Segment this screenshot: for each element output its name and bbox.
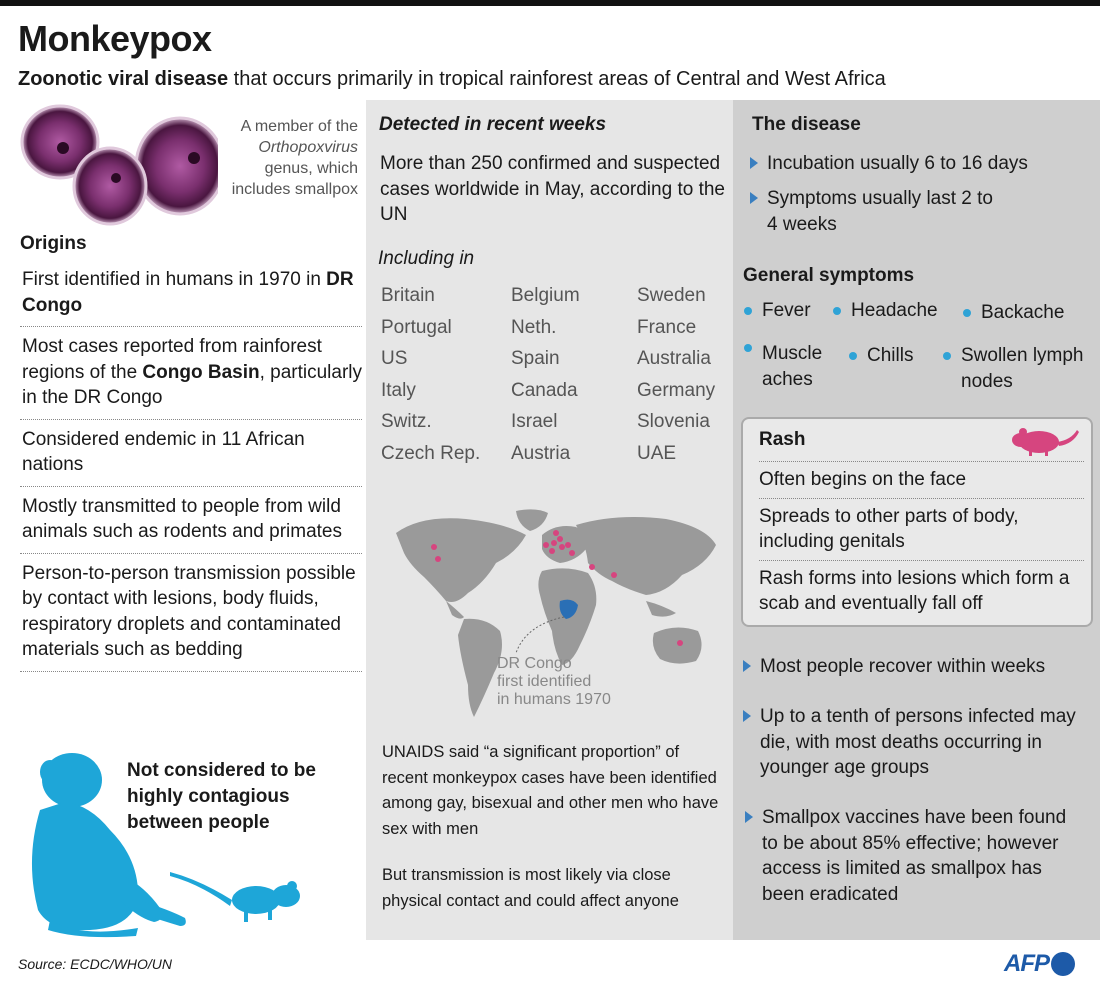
origin-bold: Congo Basin bbox=[142, 361, 260, 383]
origins-column bbox=[0, 100, 366, 940]
dot-bullet-icon bbox=[744, 307, 752, 315]
drc-label-line: DR Congo bbox=[497, 655, 572, 672]
member-line-3: genus, which bbox=[264, 160, 358, 177]
page-title: Monkeypox bbox=[18, 18, 212, 59]
rash-item: Spreads to other parts of body, including genitals bbox=[759, 498, 1084, 560]
afp-logo-text: AFP bbox=[1004, 950, 1049, 977]
origin-bold: DR Congo bbox=[22, 269, 354, 316]
dot-bullet-icon bbox=[744, 344, 752, 352]
disease-column bbox=[733, 100, 1100, 940]
origins-heading: Origins bbox=[20, 233, 87, 254]
disease-item-text: Symptoms usually last 2 to 4 weeks bbox=[767, 188, 993, 235]
cases-column bbox=[366, 100, 733, 940]
subtitle-rest: that occurs primarily in tropical rainforest areas of Central and West Africa bbox=[228, 68, 886, 90]
country-name: Switz. bbox=[381, 411, 432, 432]
triangle-bullet-icon bbox=[743, 660, 751, 672]
origin-text: Mostly transmitted to people from wild animals such as rodents and primates bbox=[22, 495, 342, 542]
origin-text: Person-to-person transmission possible by contact with lesions, body fluids, respiratory droplets and contaminated materials such as bedding bbox=[22, 562, 356, 660]
greenland-shape bbox=[516, 509, 548, 531]
source-credit: Source: ECDC/WHO/UN bbox=[18, 956, 173, 972]
outcome-text: Smallpox vaccines have been found to be about 85% effective; however access is limited as smallpox has been eradicated bbox=[762, 807, 1067, 905]
central-america-shape bbox=[446, 601, 464, 619]
countries-grid bbox=[381, 283, 721, 466]
country-name: Spain bbox=[511, 348, 560, 369]
rash-item: Often begins on the face bbox=[759, 461, 1084, 498]
member-line-1: A member of the bbox=[240, 118, 358, 135]
genus-name: Orthopoxvirus bbox=[258, 139, 358, 156]
detected-text: More than 250 confirmed and suspected cases worldwide in May, according to the UN bbox=[380, 153, 725, 225]
rash-item: Rash forms into lesions which form a scab and eventually fall off bbox=[759, 560, 1084, 617]
triangle-bullet-icon bbox=[750, 157, 758, 169]
symptom-item bbox=[762, 341, 842, 392]
drc-label-line: in humans 1970 bbox=[497, 691, 611, 708]
virus-illustration bbox=[18, 100, 218, 230]
south-america-shape bbox=[458, 619, 502, 717]
dot-bullet-icon bbox=[963, 309, 971, 317]
origins-list bbox=[20, 260, 362, 672]
origin-item bbox=[20, 260, 362, 327]
triangle-bullet-icon bbox=[750, 192, 758, 204]
subtitle-bold: Zoonotic viral disease bbox=[18, 68, 229, 90]
origin-text: Most cases reported from rainforest regions of the bbox=[22, 336, 322, 383]
origin-text: Considered endemic in 11 African nations bbox=[22, 428, 305, 475]
rash-box bbox=[741, 417, 1093, 627]
australia-shape bbox=[653, 627, 702, 663]
symptoms-heading: General symptoms bbox=[743, 265, 915, 286]
symptom-item bbox=[961, 343, 1091, 394]
origin-item bbox=[20, 554, 362, 672]
symptom-item bbox=[851, 298, 938, 324]
origin-item bbox=[20, 487, 362, 554]
drc-label bbox=[497, 655, 637, 709]
country-name: Neth. bbox=[511, 316, 557, 338]
symptom-item bbox=[867, 343, 913, 369]
member-line-4: includes smallpox bbox=[231, 181, 358, 198]
country-name: Belgium bbox=[511, 285, 580, 306]
triangle-bullet-icon bbox=[745, 811, 753, 823]
unaids-paragraph: UNAIDS said “a significant proportion” of recent monkeypox cases have been identified among gay, bisexual and other men who have sex with men bbox=[382, 743, 719, 838]
rash-list bbox=[759, 461, 1084, 617]
outcome-item bbox=[760, 654, 1095, 680]
top-rule bbox=[0, 0, 1100, 6]
symptom-item bbox=[981, 300, 1064, 326]
orthopoxvirus-caption bbox=[196, 116, 358, 200]
disease-item-text: Incubation usually 6 to 16 days bbox=[767, 153, 1028, 174]
country-name: US bbox=[381, 348, 408, 369]
outcome-item bbox=[762, 805, 1082, 907]
disease-item bbox=[767, 186, 997, 237]
country-name: Italy bbox=[381, 379, 416, 401]
symptom-text: Swollen lymph nodes bbox=[961, 345, 1084, 392]
drc-label-line: first identified bbox=[497, 673, 592, 690]
rodent-icon bbox=[1011, 422, 1081, 458]
afp-logo bbox=[1004, 950, 1075, 978]
triangle-bullet-icon bbox=[743, 710, 751, 722]
country-name: Australia bbox=[637, 348, 711, 369]
country-name: Portugal bbox=[381, 316, 452, 338]
north-america-shape bbox=[396, 518, 526, 602]
dot-bullet-icon bbox=[943, 352, 951, 360]
asia-shape bbox=[576, 517, 716, 595]
origin-text: First identified in humans in 1970 in bbox=[22, 269, 327, 290]
symptom-text: Backache bbox=[981, 302, 1065, 323]
rash-heading: Rash bbox=[759, 429, 806, 450]
country-name: Czech Rep. bbox=[381, 442, 481, 464]
country-name: Slovenia bbox=[637, 411, 710, 432]
outcome-item bbox=[760, 704, 1080, 781]
symptom-text: Chills bbox=[867, 345, 914, 366]
symptom-item bbox=[762, 298, 811, 324]
symptom-text: Muscle aches bbox=[762, 343, 823, 390]
detected-heading: Detected in recent weeks bbox=[379, 114, 607, 135]
country-name: Canada bbox=[511, 379, 578, 401]
dot-bullet-icon bbox=[849, 352, 857, 360]
country-name: France bbox=[637, 316, 697, 338]
disease-item bbox=[767, 151, 1087, 177]
country-name: Austria bbox=[511, 442, 571, 464]
country-name: Sweden bbox=[637, 285, 706, 306]
including-heading: Including in bbox=[378, 248, 475, 269]
country-name: Germany bbox=[637, 379, 716, 401]
origin-item bbox=[20, 420, 362, 487]
southeast-asia-shape bbox=[646, 601, 676, 617]
country-name: Britain bbox=[381, 285, 435, 306]
disease-heading: The disease bbox=[752, 114, 861, 135]
not-contagious-callout: Not considered to be highly contagious between people bbox=[127, 760, 316, 833]
origin-text-post: , particularly in the DR Congo bbox=[22, 361, 363, 408]
afp-logo-dot bbox=[1051, 952, 1075, 976]
country-name: Israel bbox=[511, 411, 558, 432]
symptom-text: Headache bbox=[851, 300, 938, 321]
rodent-icon bbox=[170, 872, 300, 922]
outcome-text: Most people recover within weeks bbox=[760, 656, 1046, 677]
symptom-text: Fever bbox=[762, 300, 811, 321]
transmission-paragraph: But transmission is most likely via close physical contact and could affect anyone bbox=[382, 866, 679, 910]
country-name: UAE bbox=[637, 442, 677, 464]
origin-item bbox=[20, 327, 362, 420]
page-subtitle bbox=[18, 68, 886, 91]
outcome-text: Up to a tenth of persons infected may die, with most deaths occurring in younger age groups bbox=[760, 706, 1076, 778]
dot-bullet-icon bbox=[833, 307, 841, 315]
